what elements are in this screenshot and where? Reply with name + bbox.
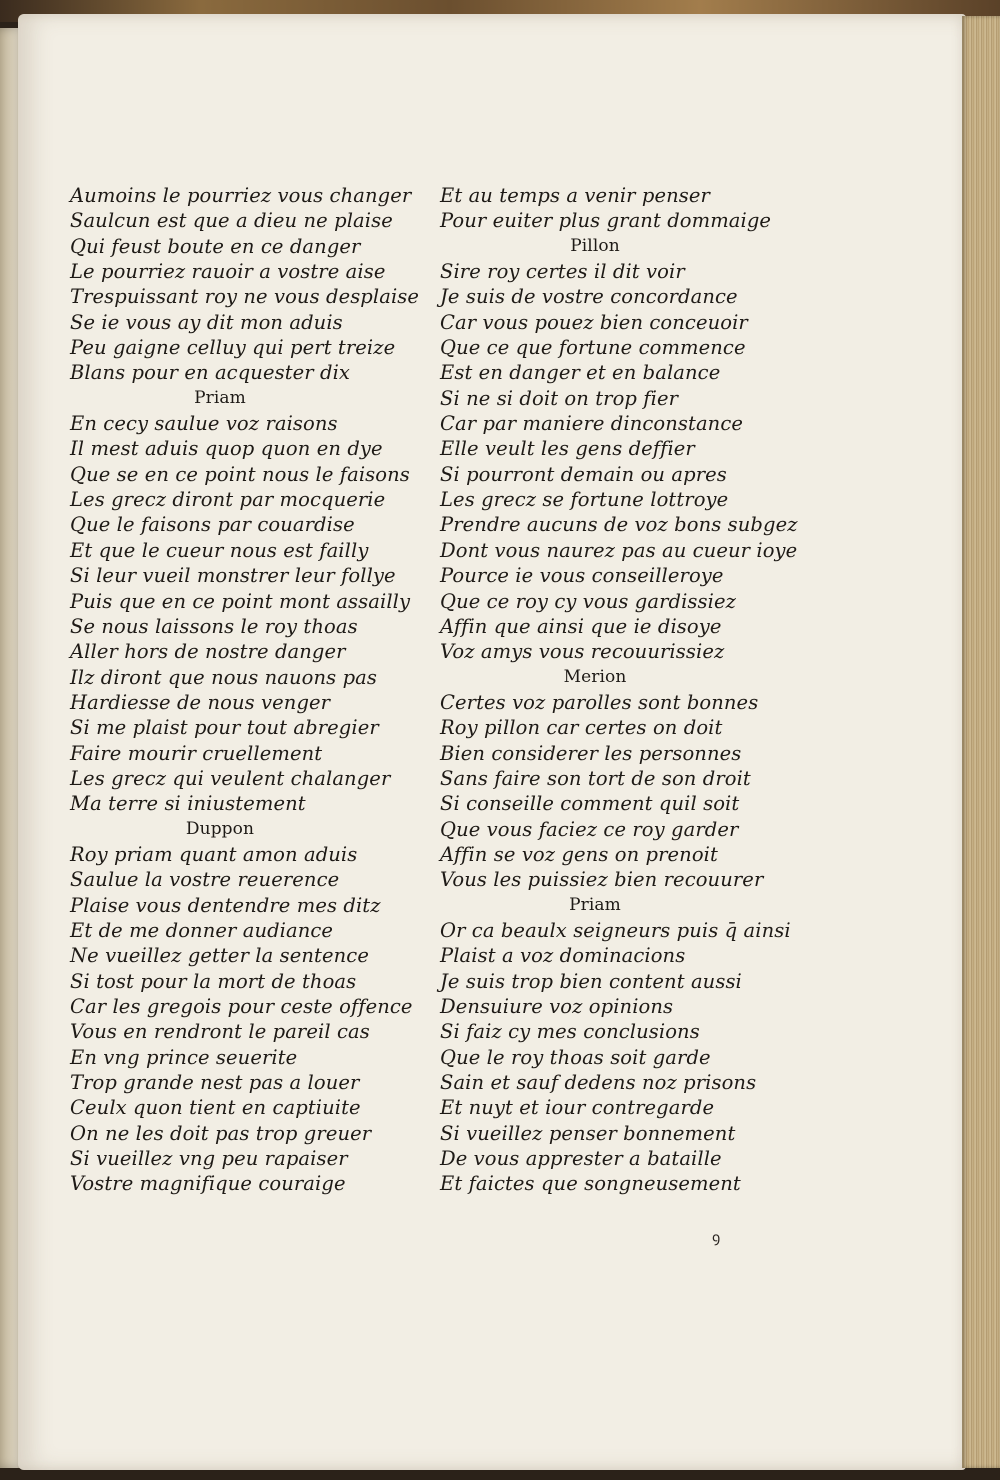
verse-line: Les grecz diront par mocquerie: [70, 488, 386, 512]
verse-line: Qui feust boute en ce danger: [70, 234, 361, 258]
verse-line: Sire roy certes il dit voir: [440, 260, 685, 284]
verse-line: Il mest aduis quop quon en dye: [70, 437, 383, 461]
speaker-name: Pillon: [570, 235, 620, 256]
verse-line: Aumoins le pourriez vous changer: [70, 184, 412, 207]
verse-line: Si tost pour la mort de thoas: [70, 969, 357, 993]
verse-line: Affin que ainsi que ie disoye: [440, 614, 722, 638]
verse-line: Plaist a voz dominacions: [440, 944, 686, 968]
verse-line: Se nous laissons le roy thoas: [70, 614, 358, 638]
verse-line: Car par maniere dinconstance: [440, 412, 743, 436]
verse-line: Et au temps a venir penser: [440, 184, 710, 207]
verse-line: Vous en rendront le pareil cas: [70, 1020, 370, 1044]
verse-line: Dont vous naurez pas au cueur ioye: [440, 538, 798, 562]
verse-line: Or ca beaulx seigneurs puis q̄ ainsi: [440, 918, 791, 942]
verse-line: Blans pour en acquester dix: [70, 361, 351, 385]
verse-line: Ma terre si iniustement: [70, 792, 306, 816]
verse-line: Si ne si doit on trop fier: [440, 386, 679, 410]
verse-line: Je suis de vostre concordance: [440, 285, 738, 309]
verse-line: Se ie vous ay dit mon aduis: [70, 310, 343, 334]
verse-line: Voz amys vous recouurissiez: [440, 640, 725, 664]
verse-line: Si leur vueil monstrer leur follye: [70, 564, 396, 588]
verse-line: Sans faire son tort de son droit: [440, 766, 751, 790]
verse-line: On ne les doit pas trop greuer: [70, 1121, 372, 1145]
verse-line: Les grecz se fortune lottroye: [440, 488, 729, 512]
verse-line: Vous les puissiez bien recouurer: [440, 868, 764, 892]
catchword-mark: ꝯ: [712, 1230, 721, 1246]
verse-line: Trop grande nest pas a louer: [70, 1071, 360, 1095]
verse-line: De vous apprester a bataille: [440, 1147, 722, 1171]
page-fore-edge: [962, 16, 1000, 1468]
verse-line: Je suis trop bien content aussi: [440, 969, 742, 993]
verse-line: Car les gregois pour ceste offence: [70, 995, 413, 1018]
verse-line: Saulue la vostre reuerence: [70, 868, 340, 892]
verse-line: Que ce roy cy vous gardissiez: [440, 589, 736, 613]
verse-line: Affin se voz gens on prenoit: [440, 842, 718, 866]
verse-line: Les grecz qui veulent chalanger: [70, 766, 391, 790]
verse-line: Que vous faciez ce roy garder: [440, 817, 739, 841]
verse-line: Si me plaist pour tout abregier: [70, 716, 379, 740]
verse-line: En vng prince seuerite: [70, 1045, 298, 1069]
verse-line: Est en danger et en balance: [440, 361, 721, 385]
verse-line: Et faictes que songneusement: [440, 1172, 741, 1196]
verse-line: Et nuyt et iour contregarde: [440, 1096, 715, 1120]
verse-line: Ne vueillez getter la sentence: [70, 944, 369, 968]
verse-line: Vostre magnifique couraige: [70, 1172, 346, 1196]
speaker-name: Merion: [563, 666, 627, 687]
verse-line: Aller hors de nostre danger: [70, 640, 346, 664]
verse-line: Certes voz parolles sont bonnes: [440, 690, 759, 714]
verse-line: Pour euiter plus grant dommaige: [440, 209, 772, 233]
verse-line: Saulcun est que a dieu ne plaise: [70, 209, 393, 233]
verse-line: Car vous pouez bien conceuoir: [440, 310, 748, 334]
verse-line: Hardiesse de nous venger: [70, 690, 331, 714]
verse-line: Roy priam quant amon aduis: [70, 842, 358, 866]
verse-line: En cecy saulue voz raisons: [70, 412, 338, 436]
text-column-left: [70, 183, 440, 1197]
verse-line: Elle veult les gens deffier: [440, 437, 695, 461]
text-column-right: [440, 183, 820, 1197]
verse-line: Que le roy thoas soit garde: [440, 1045, 711, 1069]
speaker-name: Duppon: [185, 818, 255, 839]
verse-line: Si vueillez vng peu rapaiser: [70, 1147, 348, 1171]
verse-line: Que le faisons par couardise: [70, 513, 355, 537]
verse-line: Si conseille comment quil soit: [440, 792, 740, 816]
verse-line: Bien considerer les personnes: [440, 741, 742, 765]
verse-line: Que ce que fortune commence: [440, 336, 746, 360]
verse-line: Pource ie vous conseilleroye: [440, 564, 724, 588]
verse-line: Le pourriez rauoir a vostre aise: [70, 260, 386, 284]
speaker-name: Priam: [194, 387, 246, 408]
verse-line: Sain et sauf dedens noz prisons: [440, 1071, 757, 1095]
verse-line: Faire mourir cruellement: [70, 741, 323, 765]
speaker-name: Priam: [569, 894, 621, 915]
verse-line: Trespuissant roy ne vous desplaise: [70, 285, 420, 309]
verse-line: Peu gaigne celluy qui pert treize: [70, 336, 396, 360]
verse-line: Si vueillez penser bonnement: [440, 1121, 736, 1145]
verse-line: Puis que en ce point mont assailly: [70, 589, 411, 613]
verse-line: Ceulx quon tient en captiuite: [70, 1096, 361, 1120]
verse-line: Que se en ce point nous le faisons: [70, 462, 410, 486]
verse-line: Ilz diront que nous nauons pas: [70, 665, 377, 689]
verse-line: Plaise vous dentendre mes ditz: [70, 893, 381, 917]
verse-line: Si faiz cy mes conclusions: [440, 1020, 700, 1044]
verse-line: Et de me donner audiance: [70, 918, 334, 942]
verse-line: Si pourront demain ou apres: [440, 462, 727, 486]
verse-line: Prendre aucuns de voz bons subgez: [440, 513, 798, 537]
verse-line: Roy pillon car certes on doit: [440, 716, 723, 740]
verse-line: Et que le cueur nous est failly: [70, 538, 369, 562]
verse-line: Densuiure voz opinions: [440, 995, 674, 1018]
